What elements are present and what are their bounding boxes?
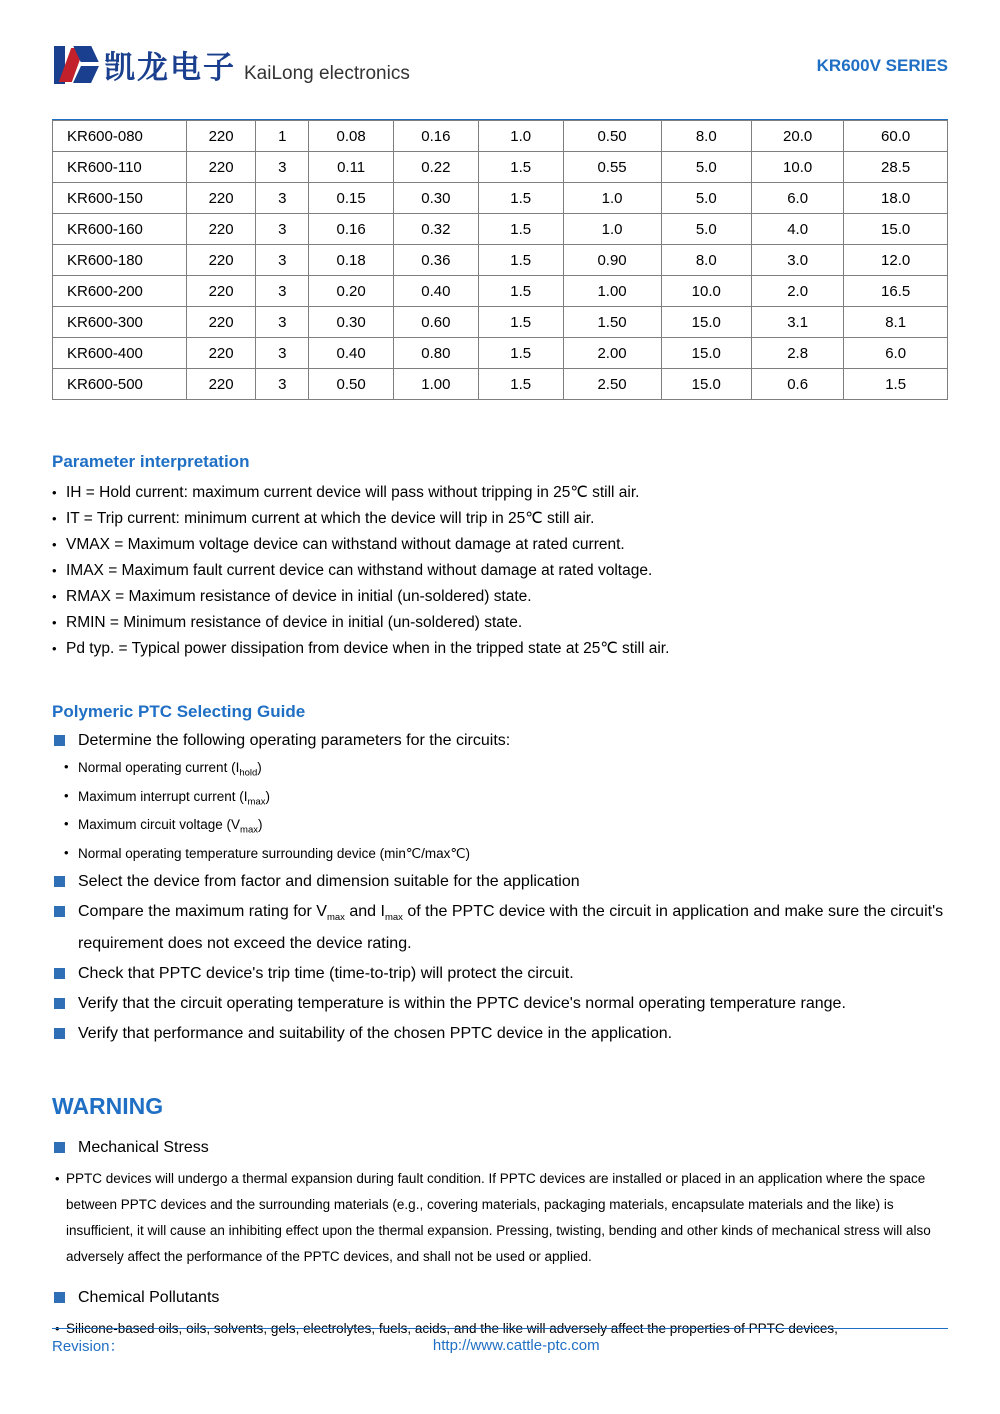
table-cell: 0.50 xyxy=(309,369,394,400)
warning-item-label: Mechanical Stress xyxy=(78,1139,209,1157)
guide-item-label-b: and I xyxy=(344,903,385,921)
table-cell: 20.0 xyxy=(751,121,843,152)
specification-table-body xyxy=(53,121,948,400)
square-bullet-icon xyxy=(54,906,65,917)
specification-table xyxy=(52,120,948,400)
table-cell: 220 xyxy=(186,121,256,152)
table-row xyxy=(53,152,948,183)
table-cell: 28.5 xyxy=(844,152,948,183)
warning-item-mechanical-stress xyxy=(52,1136,948,1160)
website-link[interactable]: http://www.cattle-ptc.com xyxy=(432,1337,600,1354)
table-cell: 1.5 xyxy=(844,369,948,400)
table-cell: 1.5 xyxy=(478,276,563,307)
table-cell: 3 xyxy=(256,183,309,214)
company-logo xyxy=(52,44,410,86)
table-cell: 15.0 xyxy=(844,214,948,245)
table-cell-partno: KR600-200 xyxy=(53,276,187,307)
sub-item-text: Normal operating temperature surrounding device (min℃/max℃) xyxy=(78,846,470,862)
table-cell: 3.1 xyxy=(751,307,843,338)
list-item xyxy=(52,756,948,785)
table-cell: 220 xyxy=(186,338,256,369)
table-row xyxy=(53,276,948,307)
table-cell: 6.0 xyxy=(844,338,948,369)
table-cell: 0.11 xyxy=(309,152,394,183)
table-cell: 3 xyxy=(256,369,309,400)
table-cell: 0.40 xyxy=(394,276,479,307)
guide-item-label-c: of the PPTC device with the circuit in application and make sure the circuit's requirement does not exceed the device rating. xyxy=(78,903,944,953)
table-cell: 0.20 xyxy=(309,276,394,307)
table-cell: 0.80 xyxy=(394,338,479,369)
guide-item xyxy=(52,1021,948,1047)
table-cell: 2.0 xyxy=(751,276,843,307)
table-cell: 2.00 xyxy=(563,338,661,369)
table-cell: 1.50 xyxy=(563,307,661,338)
table-cell: 8.0 xyxy=(661,121,751,152)
sub-item-tail: ) xyxy=(257,760,262,775)
table-cell: 15.0 xyxy=(661,307,751,338)
table-cell: 0.60 xyxy=(394,307,479,338)
guide-item-label: Verify that the circuit operating temperature is within the PPTC device's normal operating temperature range. xyxy=(78,995,846,1013)
table-row xyxy=(53,307,948,338)
table-cell: 3 xyxy=(256,307,309,338)
guide-item xyxy=(52,991,948,1017)
table-row xyxy=(53,121,948,152)
series-title: KR600V SERIES xyxy=(816,56,948,75)
table-cell: 0.50 xyxy=(563,121,661,152)
list-item: • RMAX = Maximum resistance of device in initial (un-soldered) state. xyxy=(52,584,948,610)
guide-item xyxy=(52,869,948,895)
selecting-guide-heading: Polymeric PTC Selecting Guide xyxy=(52,702,306,721)
sub-item-text: Maximum circuit voltage (V xyxy=(78,817,241,833)
table-cell: 220 xyxy=(186,307,256,338)
table-cell: 1.5 xyxy=(478,338,563,369)
warning-paragraph: • Silicone-based oils, oils, solvents, gels, electrolytes, fuels, acids, and the like will adversely affect the properties of PPTC devices, xyxy=(52,1316,948,1342)
guide-item xyxy=(52,728,948,754)
sub-item-tail: ) xyxy=(258,817,263,833)
table-cell: 60.0 xyxy=(844,121,948,152)
logo-mark-icon xyxy=(52,44,98,86)
warning-heading: WARNING xyxy=(52,1093,164,1120)
table-cell: 220 xyxy=(186,152,256,183)
table-cell: 3 xyxy=(256,276,309,307)
table-cell: 220 xyxy=(186,245,256,276)
table-cell: 6.0 xyxy=(751,183,843,214)
table-cell: 1.5 xyxy=(478,152,563,183)
table-cell: 1.0 xyxy=(563,183,661,214)
table-cell: 0.16 xyxy=(394,121,479,152)
table-cell: 3.0 xyxy=(751,245,843,276)
sub-item-text: Normal operating current (I xyxy=(78,760,240,775)
table-cell: 15.0 xyxy=(661,338,751,369)
table-cell: 1.5 xyxy=(478,245,563,276)
page-footer xyxy=(52,1328,948,1356)
square-bullet-icon xyxy=(54,968,65,979)
table-row xyxy=(53,369,948,400)
table-cell-partno: KR600-500 xyxy=(53,369,187,400)
table-cell: 2.8 xyxy=(751,338,843,369)
list-item: • IT = Trip current: minimum current at which the device will trip in 25℃ still air. xyxy=(52,506,948,532)
footer-row xyxy=(52,1335,948,1356)
guide-item xyxy=(52,899,948,957)
square-bullet-icon xyxy=(54,876,65,887)
table-cell: 4.0 xyxy=(751,214,843,245)
logo-english-name: KaiLong electronics xyxy=(244,63,410,84)
table-cell: 5.0 xyxy=(661,214,751,245)
parameter-interpretation-list xyxy=(52,480,948,662)
warning-item-chemical-pollutants xyxy=(52,1286,948,1310)
page-header xyxy=(52,0,948,120)
table-cell: 5.0 xyxy=(661,152,751,183)
list-item xyxy=(52,813,948,842)
square-bullet-icon xyxy=(54,1142,65,1153)
table-cell: 1.0 xyxy=(563,214,661,245)
revision-label: Revision： xyxy=(52,1338,125,1355)
warning-paragraph: • PPTC devices will undergo a thermal expansion during fault condition. If PPTC devices are installed or placed in an application where the space between PPTC devices and the surrounding materials (e.g., covering materials, packaging materials, encapsulate materials and the like) is insufficient, it will cause an inhibiting effect upon the thermal expansion. Pressing, twisting, bending and other kinds of mechanical stress will also adversely affect the performance of the PPTC devices, and shall not be used or applied. xyxy=(52,1166,948,1270)
square-bullet-icon xyxy=(54,735,65,746)
table-cell: 10.0 xyxy=(751,152,843,183)
list-item: • IMAX = Maximum fault current device can withstand without damage at rated voltage. xyxy=(52,558,948,584)
table-cell-partno: KR600-300 xyxy=(53,307,187,338)
table-cell-partno: KR600-150 xyxy=(53,183,187,214)
table-cell: 0.22 xyxy=(394,152,479,183)
sub-item-subscript: max xyxy=(247,796,266,808)
table-cell: 1 xyxy=(256,121,309,152)
guide-item-label: Verify that performance and suitability of the chosen PPTC device in the application. xyxy=(78,1025,673,1043)
table-cell: 5.0 xyxy=(661,183,751,214)
table-cell: 12.0 xyxy=(844,245,948,276)
header-divider xyxy=(52,119,948,120)
table-cell: 220 xyxy=(186,276,256,307)
table-row xyxy=(53,338,948,369)
table-cell: 3 xyxy=(256,245,309,276)
table-cell: 0.36 xyxy=(394,245,479,276)
footer-divider xyxy=(52,1328,948,1329)
parameter-interpretation-heading: Parameter interpretation xyxy=(52,452,250,471)
table-cell: 3 xyxy=(256,338,309,369)
table-cell: 8.0 xyxy=(661,245,751,276)
table-cell: 220 xyxy=(186,183,256,214)
table-cell-partno: KR600-180 xyxy=(53,245,187,276)
table-cell: 16.5 xyxy=(844,276,948,307)
list-item: • RMIN = Minimum resistance of device in initial (un-soldered) state. xyxy=(52,610,948,636)
list-item xyxy=(52,842,948,865)
square-bullet-icon xyxy=(54,998,65,1009)
table-cell: 220 xyxy=(186,369,256,400)
table-cell: 3 xyxy=(256,214,309,245)
table-cell: 0.30 xyxy=(309,307,394,338)
guide-item-label: Determine the following operating parameters for the circuits: xyxy=(78,732,511,749)
table-cell: 0.16 xyxy=(309,214,394,245)
table-cell: 0.08 xyxy=(309,121,394,152)
table-row xyxy=(53,214,948,245)
guide-item-label-a: Compare the maximum rating for V xyxy=(78,903,327,921)
table-cell: 0.15 xyxy=(309,183,394,214)
table-row xyxy=(53,183,948,214)
table-cell-partno: KR600-400 xyxy=(53,338,187,369)
table-cell: 1.5 xyxy=(478,307,563,338)
square-bullet-icon xyxy=(54,1028,65,1039)
table-cell: 8.1 xyxy=(844,307,948,338)
sub-item-subscript: max xyxy=(240,825,258,837)
table-cell: 0.55 xyxy=(563,152,661,183)
table-cell-partno: KR600-110 xyxy=(53,152,187,183)
table-cell: 1.5 xyxy=(478,214,563,245)
table-cell: 0.90 xyxy=(563,245,661,276)
guide-item-label: Check that PPTC device's trip time (time-to-trip) will protect the circuit. xyxy=(78,965,574,983)
table-cell: 0.6 xyxy=(751,369,843,400)
table-cell: 220 xyxy=(186,214,256,245)
sub-item-tail: ) xyxy=(265,788,270,804)
table-cell-partno: KR600-160 xyxy=(53,214,187,245)
guide-item-subscript-vmax: max xyxy=(326,912,345,924)
table-cell: 0.40 xyxy=(309,338,394,369)
table-cell: 1.5 xyxy=(478,369,563,400)
guide-item-subscript-imax: max xyxy=(384,912,403,924)
list-item: • Pd typ. = Typical power dissipation from device when in the tripped state at 25℃ still air. xyxy=(52,636,948,662)
table-cell: 10.0 xyxy=(661,276,751,307)
square-bullet-icon xyxy=(54,1292,65,1303)
guide-sub-list xyxy=(52,756,948,865)
table-cell: 0.30 xyxy=(394,183,479,214)
selecting-guide-list xyxy=(52,728,948,1047)
table-cell: 1.00 xyxy=(563,276,661,307)
table-cell: 2.50 xyxy=(563,369,661,400)
warning-item-label: Chemical Pollutants xyxy=(78,1289,220,1307)
table-cell: 3 xyxy=(256,152,309,183)
table-cell: 0.32 xyxy=(394,214,479,245)
list-item: • IH = Hold current: maximum current device will pass without tripping in 25℃ still air. xyxy=(52,480,948,506)
list-item: • VMAX = Maximum voltage device can withstand without damage at rated current. xyxy=(52,532,948,558)
table-cell: 1.5 xyxy=(478,183,563,214)
table-cell: 1.0 xyxy=(478,121,563,152)
table-row xyxy=(53,245,948,276)
table-cell-partno: KR600-080 xyxy=(53,121,187,152)
list-item xyxy=(52,785,948,814)
table-cell: 1.00 xyxy=(394,369,479,400)
table-cell: 0.18 xyxy=(309,245,394,276)
table-cell: 15.0 xyxy=(661,369,751,400)
guide-item-label: Select the device from factor and dimension suitable for the application xyxy=(78,873,580,891)
sub-item-subscript: hold xyxy=(239,767,258,779)
table-cell: 18.0 xyxy=(844,183,948,214)
sub-item-text: Maximum interrupt current (I xyxy=(78,788,248,804)
guide-item xyxy=(52,961,948,987)
logo-chinese-name: 凯龙电子 xyxy=(104,50,236,86)
